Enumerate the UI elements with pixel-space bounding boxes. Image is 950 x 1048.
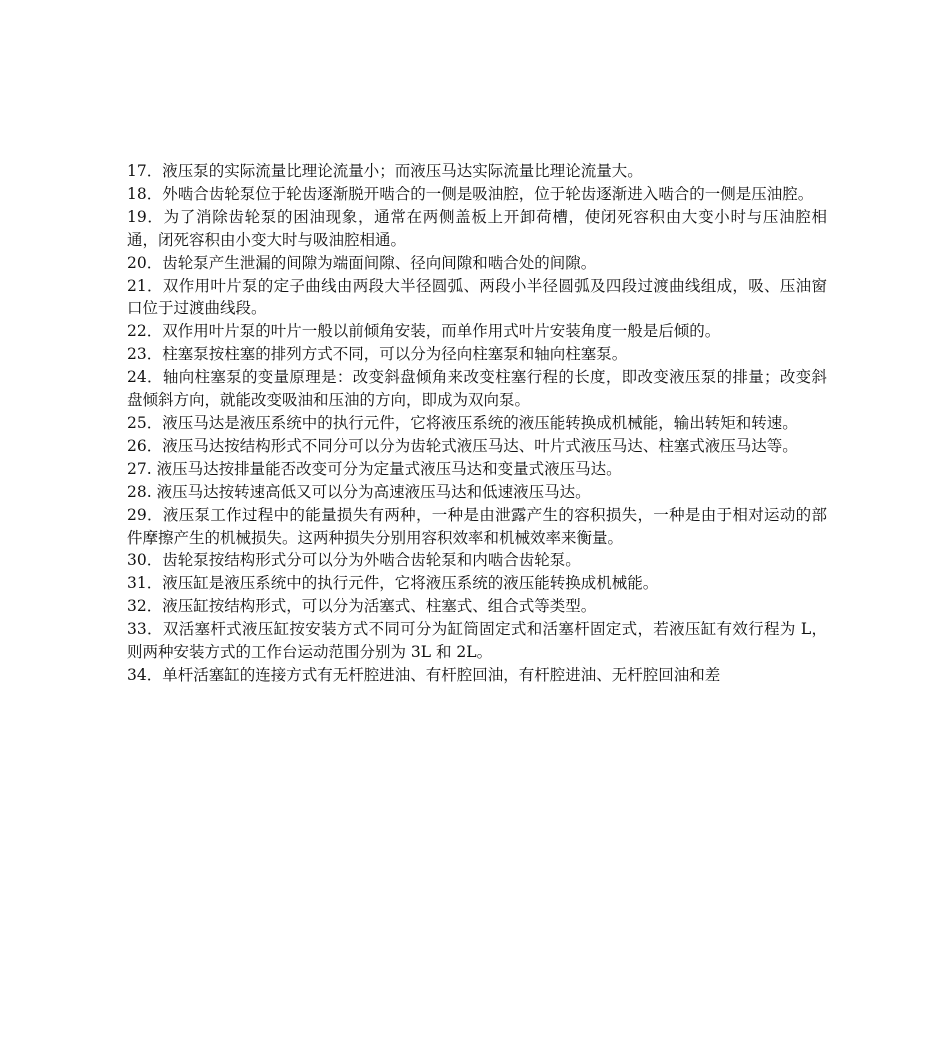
item-number: 26．: [127, 436, 163, 455]
item-text: 液压缸按结构形式，可以分为活塞式、柱塞式、组合式等类型。: [162, 597, 597, 616]
item-text: 双活塞杆式液压缸按安装方式不同可分为缸筒固定式和活塞杆固定式，若液压缸有效行程为 L，则两种安装方式的工作台运动范围分别为 3L 和 2L。: [127, 620, 827, 662]
list-item: [127, 366, 827, 412]
item-number: 28.: [127, 482, 157, 501]
item-number: 20．: [127, 253, 163, 272]
item-text: 液压泵的实际流量比理论流量小；而液压马达实际流量比理论流量大。: [162, 162, 643, 180]
item-text: 单杆活塞缸的连接方式有无杆腔进油、有杆腔回油，有杆腔进油、无杆腔回油和差: [162, 665, 721, 684]
list-item: [127, 618, 827, 664]
item-text: 柱塞泵按柱塞的排列方式不同，可以分为径向柱塞泵和轴向柱塞泵。: [162, 345, 628, 364]
list-item: [127, 481, 827, 504]
list-item: [127, 504, 827, 550]
item-number: 34．: [127, 665, 163, 684]
item-text: 液压马达按转速高低又可以分为高速液压马达和低速液压马达。: [156, 482, 591, 501]
item-text: 双作用叶片泵的叶片一般以前倾角安装，而单作用式叶片安装角度一般是后倾的。: [162, 322, 721, 341]
item-number: 25．: [127, 413, 163, 432]
list-item: [127, 412, 827, 435]
item-text: 液压缸是液压系统中的执行元件，它将液压系统的液压能转换成机械能。: [162, 574, 659, 593]
list-item: [127, 275, 827, 321]
item-number: 29．: [127, 505, 163, 524]
item-number: 32．: [127, 597, 163, 616]
item-number: 27.: [127, 459, 157, 478]
list-item: [127, 458, 827, 481]
list-item: [127, 160, 827, 183]
list-item: [127, 664, 827, 687]
item-text: 齿轮泵按结构形式分可以分为外啮合齿轮泵和内啮合齿轮泵。: [162, 551, 581, 570]
item-number: 30．: [127, 551, 163, 570]
item-text: 液压马达按结构形式不同分可以分为齿轮式液压马达、叶片式液压马达、柱塞式液压马达等。: [162, 436, 798, 455]
list-item: [127, 595, 827, 618]
list-item: [127, 549, 827, 572]
item-number: 17．: [127, 162, 163, 180]
item-text: 轴向柱塞泵的变量原理是：改变斜盘倾角来改变柱塞行程的长度，即改变液压泵的排量；改变斜盘倾斜方向，就能改变吸油和压油的方向，即成为双向泵。: [127, 368, 827, 410]
item-number: 23．: [127, 345, 163, 364]
item-text: 为了消除齿轮泵的困油现象，通常在两侧盖板上开卸荷槽，使闭死容积由大变小时与压油腔相通，闭死容积由小变大时与吸油腔相通。: [127, 207, 827, 249]
item-number: 19．: [127, 207, 164, 226]
list-item: [127, 435, 827, 458]
list-item: [127, 183, 827, 206]
list-item: [127, 320, 827, 343]
list-item: [127, 206, 827, 252]
item-text: 齿轮泵产生泄漏的间隙为端面间隙、径向间隙和啮合处的间隙。: [162, 253, 597, 272]
list-item: [127, 572, 827, 595]
item-text: 双作用叶片泵的定子曲线由两段大半径圆弧、两段小半径圆弧及四段过渡曲线组成，吸、压油窗口位于过渡曲线段。: [127, 276, 827, 318]
item-text: 液压马达按排量能否改变可分为定量式液压马达和变量式液压马达。: [156, 459, 622, 478]
item-number: 31．: [127, 574, 163, 593]
item-number: 22．: [127, 322, 163, 341]
list-item: [127, 252, 827, 275]
item-text: 外啮合齿轮泵位于轮齿逐渐脱开啮合的一侧是吸油腔，位于轮齿逐渐进入啮合的一侧是压油腔。: [162, 184, 814, 203]
item-text: 液压泵工作过程中的能量损失有两种，一种是由泄露产生的容积损失，一种是由于相对运动的部件摩擦产生的机械损失。这两种损失分别用容积效率和机械效率来衡量。: [127, 505, 827, 547]
item-number: 21．: [127, 276, 163, 295]
document-body: [127, 160, 827, 687]
item-number: 18．: [127, 184, 163, 203]
item-number: 33．: [127, 620, 163, 639]
list-item: [127, 343, 827, 366]
item-number: 24．: [127, 368, 163, 387]
item-text: 液压马达是液压系统中的执行元件，它将液压系统的液压能转换成机械能，输出转矩和转速。: [162, 413, 798, 432]
